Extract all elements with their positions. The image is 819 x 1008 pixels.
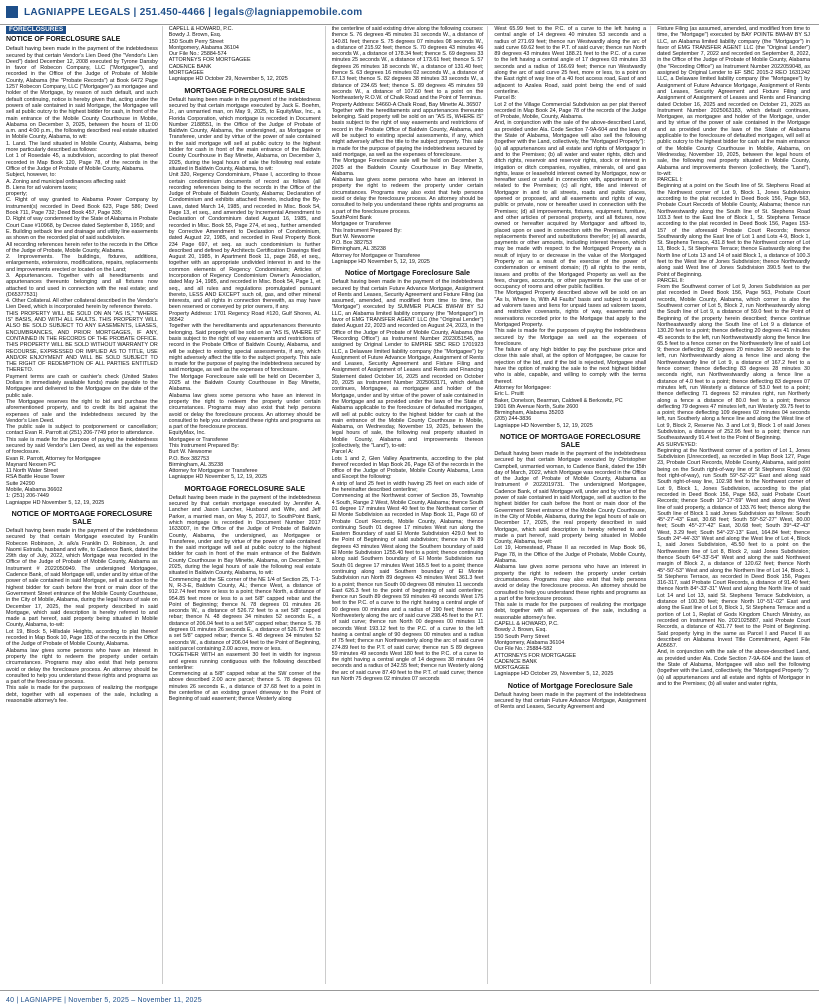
legal-columns [6, 26, 814, 984]
notice-title: Notice of Mortgage Foreclosure Sale [507, 680, 633, 690]
footer-text: 40 | LAGNIAPPE | November 5, 2025 – November 11, 2025 [6, 996, 202, 1004]
notice-title: NOTICE OF MORTGAGE FORECLOSURE SALE [11, 508, 153, 526]
notice-body: CAPELL & HOWARD, P.C. Bowdy J. Brown, Esq. 150 South Perry Street Montgomery, Alabama 36104 Our File No.: 25884-574 ATTORNEYS FOR MORTGAGEE CADENCE BANK MORTGAGEE Lagniappe HD October 29, November 5, 12, 2025 [168, 26, 288, 83]
column-5 [657, 26, 814, 984]
notice-body: West 65.99 feet to the P.C. of a curve to the left having a central angle of 14 degrees 40 minutes 53 seconds and a radius of 271.69 feet; thence run Westwardly along the arc of said curve 69.62 feet to the P.T. of said curve; thence run North 89 degrees 43 minutes West 188.21 feet to the P.C. of a curve to the left having a central angle of 17 degrees 03 minutes 33 seconds and a radius of 166.69 feet; thence run Westwardly along the arc of said curve 25 feet, more or less, to a point on the East right of way line of a 40 foot access road, East of and adjacent to Azalea Road, said point being the end of said centerline. Parcel B: Lot 2 of the Village Commercial Subdivision as per plat thereof recorded in Map Book 24, Page 78 of the records of the Judge of Probate, Mobile, County, Alabama. And, in conjunction with the sale of the above-described Land, as provided under Ala. Code Section 7-9A-604 and the laws of the State of Alabama, Mortgagee will also sell the following (together with the Land, collectively, the "Mortgaged Property"): (a) all appurtenances and all estate and rights of Mortgagor in and to the Premises; (b) all water and water rights, ditch and ditch rights, reservoir and reservoir rights, stock or interest in irrigation or ditch companies, royalties, minerals, oil and gas rights, lease or leasehold interest owned by Mortgagor, now or hereafter used or useful in connection with, appurtenant to or related to the Premises; (c) all right, title and interest of Mortgagor in and to all streets, roads and public places, opened or proposed, and all easements and rights of way, public or private, now or hereafter used in connection with the Premises; (d) all improvements, fixtures, equipment, furniture, and other articles of personal property, and all fixtures, now owned or hereafter acquired by Mortgagor and affixed to, placed upon or used in connection with the Premises, and all replacements thereof and substitutions therefor; (e) all awards, payments or other amounts, including interest thereon, which may be made with respect to the Mortgaged Property as a result of injury to or decrease in the value of the Mortgaged Property or as a result of the exercise of the power of condemnation or eminent domain; (f) all rights to the rents, issues and profits of the Mortgaged Property as well as the fees, charges, accounts, or other payments for the use of or occupancy of rooms and other public facilities. The Mortgaged Property described above will be sold on an "As Is, Where Is, With All Faults" basis and subject to unpaid ad valorem taxes and liens for unpaid taxes ad valorem taxes, and restrictive covenants, rights of way, easements and reservations recorded prior to the Mortgage that apply to the Mortgaged Property. This sale is made for the purposes of paying the indebtedness secured by the Mortgage as well as the expenses of foreclosure. The failure of any high bidder to pay the purchase price and close this sale shall, at the option of Mortgagee, be cause for rejection of the bid, and if the bid is rejected, Mortgagee shall have the option of making the sale to the next highest bidder who is able, capable, and willing to comply with the terms thereof. Attorney for Mortgagee: Eric L. Pruitt Baker, Donelson, Bearman, Caldwell & Berkowitz, PC 1901 6th Avenue North, Suite 2600 Birmingham, Alabama 35203 (205) 244-3836 Lagniappe HD November 5, 12, 19, 2025 [494, 26, 647, 429]
header-title: LAGNIAPPE LEGALS | 251.450-4466 | legals@lagniappemobile.com [24, 6, 363, 18]
notice-body: the centerline of said existing drive along the following courses: thence S. 76 degrees 45 minutes 31 seconds W., a distance of 140.81 feet; thence S. 75 degrees 07 minutes 08 seconds W., a distance of 215.92 feet; thence S. 70 degrees 43 minutes 46 seconds W., a distance of 178.34 feet; thence S. 69 degrees 33 minutes 25 seconds W., a distance of 173.61 feet; thence S. 57 degrees 26 minutes 18 seconds W., a distance of 131.40 feet; thence S. 63 degrees 16 minutes 02 seconds W., a distance of 67.13 feet; thence S. 82 degrees 38 minutes 33 seconds W., a distance of 234.65 feet; thence S. 89 degrees 45 minutes 59 seconds W., a distance of 107.60 feet to a point on the Northeasterly R.O.W. of Chalk Road and the Point of Terminus. Property Address: 54660-A Chalk Road, Bay Minette AL 36507 Together with the hereditaments and appurtenances thereunto belonging. Said property will be sold on an "AS IS, WHERE IS" basis subject to the right of way easements and restrictions of record in the Probate Office of Baldwin County, Alabama, and will be subject to existing special assessments, if any, which might adversely affect the title to the subject property. This sale is made for the purpose of paying the indebtedness secured by said mortgage, as well as the expenses of foreclosure. The Mortgage Foreclosure sale will be held on December 3, 2025 at the Baldwin County Courthouse in Bay Minette, Alabama. Alabama law gives some persons who have an interest in property the right to redeem the property under certain circumstances. Programs may also exist that help persons avoid or delay the foreclosure process. An attorney should be consulted to help you understand these rights and programs as a part of the foreclosure process. SouthPoint Bank Mortgagee or Transferee This Instrument Prepared By: Burt W. Newsome P.O. Box 382753 Birmingham, AL 35238 Attorney for Mortgagee or Transferee Lagniappe HD November 5, 12, 19, 2025 [331, 26, 484, 265]
column-4 [494, 26, 651, 984]
page-header [0, 0, 819, 25]
notice-body: Default having been made in the payment of the indebtedness secured by that certain Future Advance Mortgage, Assignment of Rents and Leases, Security Agreement and [494, 691, 648, 711]
header-square-icon [6, 6, 18, 18]
column-3 [332, 26, 489, 984]
column-2 [169, 26, 326, 984]
notice-body: Fixture Filing (as assumed, amended, and modified from time to time, the "Mortgage") executed by BAY POINTE BWHW BY SJ LLC, an Alabama limited liability company (the "Mortgagor") in favor of EMG TRANSFER AGENT LLC (the "Original Lender") dated September 7, 2022 and recorded on September 8, 2022, in the Office of the Judge of Probate of Mobile County, Alabama (the "Recording Office") as Instrument Number 2022059048, as assigned by Original Lender to EF SBC 2015-2 REO 1631242 LLC, a Delaware limited liability company (the "Mortgagee") by Assignment of Future Advance Mortgage, Assignment of Rents and Leases, Security Agreement and Fixture Filing and Assignment of Assignment of Leases and Rents and Financing dated October 16, 2025 and recorded on October 21, 2025 as Instrument Number 2025063183, which default continues, Mortgagee, as mortgagee and holder of the Mortgage, under and by virtue of the power of sale contained in the Mortgage and as provided under the laws of the State of Alabama applicable to the foreclosure of defaulted mortgages, will sell at public outcry to the highest bidder for cash at the main entrance of the Mobile County Courthouse in Mobile, Alabama, on Wednesday, November 19, 2025, between the legal hours of sale, the following real property situated in Mobile County, Alabama and improvements thereon (collectively, the "Land"), to-wit: PARCEL I: Beginning at a point on the South line of St. Stephens Road at the Northwest corner of Lot 9, Block 1, Jones Subdivision according to the plat recorded in Deed Book 156, Page 563, Probate Court Records of Mobile County, Alabama; thence run Northwestwardly along the South line of St. Stephens Road 103.3 feet to the East line of Block 1, St. Stephens Terrace according to the plat recorded in Deed Book 156, Pages 153-157 of the aforesaid Probate Court Records; thence Southwardly along the East line of Lot 1 and Lots 4-9, Block 1, St. Stephens Terrace, 431.8 feet to the Northwest corner of Lot 13, Block 1, St Stephens Terrace; thence Eastwardly along the North line of Lots 13 and 14 of said Block 1, a distance of 100.3 feet to the West line of Jones Subdivision; thence Northwardly along said West line of Jones Subdivision 390.5 feet to the Point of Beginning. PARCEL II: From the Southwest corner of Lot 9, Jones Subdivision as per plat recorded in Deed Book 156, Page 563, Probate Court records, Mobile County, Alabama, which corner is also the Southwest corner of Lot 5, Block 2, run Northeastwardly along the South line of Lot 9, a distance of 59.0 feet to the Point of Beginning of the property herein described; thence continue Northeastwardly along the South line of Lot 9 a distance of 130.20 feet to a point; thence deflecting 20 degrees 41 minutes 45 seconds to the left, run Northwestwardly along the fence line 65.5 feet to a fence corner on the Northwesterly line of said Lot 9; thence deflecting 82 degrees 20 minutes 30 seconds to the left, run Northwestwardly along a fence line and along the Northwestwardly line of Lot 9, a distance of 167.2 feet to a fence corner; thence deflecting 83 degrees 28 minutes 30 seconds right, run Northwestwardly along a fence line a distance of 4.0 feet to a point; thence deflecting 83 degrees 07 minutes left, run Westerly a distance of 53.0 feet to a point; thence deflecting 71 degrees 52 minutes right, run Northerly along a fence a distance of 80.0 feet to a point; thence deflecting 79 degrees 47 minutes left, run Westerly 39.75 feet to a point; thence deflecting 109 degrees 02 minutes 04 seconds left, run Southerly along a fence line and along the West line of Lot 9, Block 2, Reserve No. 3 and Lot 9, Block 1 of said Jones Subdivision, a distance of 252.95 feet to a point; thence run Southeastwardly 91.4 feet to the Point of Beginning. AS SURVEYED: Beginning at the Northwest corner of a portion of Lot 1, Jones Subdivision (Unrecorded), as recorded in Map Book 127, Page 23, Probate Court Records, Mobile County, Alabama, said point being on the South right-of-way line of St Stephens Road (60 foot right-of-way), run South 59°-52'-22" East and along said South right-of-way line, 102.98 feet to the Northwest corner of Lot 9, Block 1, Jones Subdivision, according to the plat recorded in Deed Book 156, Page 563, said Probate Court Records; thence South 10°-17'-59" West and along the West line of said property, a distance of 133.76 feet; thence along the South line of Block 1 said Jones Subdivision as follows: South 45°-27'-43" East, 30.68 feet; South 59°-52'-27" West, 80.00 feet; South 45°-27'-42" East, 30.68 feet; South 39°-42'-43" West, 3.29 feet; South 54°-23'-13" East, 164.84 feet; thence South 24°-44'-33" West and along the West line of Lot 4, Block 1, said Jones Subdivision, 45.50 feet to a point on the Northwestern line of Lot 8, Block 2, said Jones Subdivision; thence South 64°-33'-54" West and along the said Northwest margin of Block 2, a distance of 120.62 feet; thence North 45°-50'-53" West and along the Northern line of Lot 14, Block 1, St Stephens Terrace, as recorded in Deed Book 156, Pages 316-317, said Probate Court Records, a distance of 91.40 feet; thence North 84°-33'-31" West and along the North line of said Lot 14 and Lot 13, said St. Stephens Terrace Subdivision, a distance of 100.30 feet; thence North 10°-51'-02" East and along the East line of Lot 9, Block 1, St Stephens Terrace and a portion of Lot 1, Replat of Gods Kingdom Church Ministry, as recorded on Instrument No. 2021025887, said Probate Court Records, a distance of 431.77 feet to the Point of Beginning. Said property lying in the same as Parcel I and Parcel II as described on Alabama Invest Title Commitment, Agent File A05657. And, in conjunction with the sale of the above-described Land, as provided under Ala. Code Section 7-9A-604 and the laws of the State of Alabama, Mortgagee will also sell the following (together with the Land, collectively, the "Mortgaged Property "): (a) all appurtenances and all estate and rights of Mortgagor in and to the Premises; (b) all water and water rights, [657, 26, 810, 687]
notice-body: Default having been made in the payment of the indebtedness secured by that certain Mortgage executed by Christopher Campbell, unmarried woman, to Cadence Bank, dated the 15th day of March, 2022, which Mortgage was recorded in the Office of the Judge of Probate of Mobile County, Alabama as Instrument # 2022019731. The undersigned Mortgagee, Cadence Bank, of said Mortgage will, under and by virtue of the power of sale contained in said Mortgage, sell at auction to the highest bidder for cash before the front or main door of the Government Street entrance of the Mobile County Courthouse, in the City of Mobile, Alabama, during the legal hours of sale on December 17, 2025, the real property described in said Mortgage, which said description is hereby referred to and made a part hereof, said property being situated in Mobile County, Alabama, to-wit: Lot 19, Homestead, Phase II as recorded in Map Book 96, Page 78, in the Office of the Judge of Probate, Mobile County, Alabama. Alabama law gives some persons who have an interest in property the right to redeem the property under certain circumstances. Programs may also exist that help persons avoid or delay the foreclosure process. An attorney should be consulted to help you understand these rights and programs as a part of the foreclosure process. This sale is made for the purposes of realizing the mortgage debt, together with all expenses of the sale, including a reasonable attorney's fee. CAPELL & HOWARD, P.C. Bowdy J. Brown, Esq. 150 South Perry Street Montgomery, Alabama 36104 Our File No.: 25884-582 ATTORNEYS FOR MORTGAGEE CADENCE BANK MORTGAGEE Lagniappe HD October 29, November 5, 12, 2025 [494, 451, 647, 678]
notice-title: NOTICE OF FORECLOSURE SALE [6, 36, 121, 44]
notice-body: Default having been made in the payment of the indebtedness secured by that certain Mortgage executed by Franklin Robecon Robinson, Jr. a/k/a Franklin D. Robinson, Jr. and Naomi Estrada, husband and wife, to Cadence Bank, dated the 29th day of July, 2022, which Mortgage was recorded in the Office of the Judge of Probate of Mobile County, Alabama as Instrument # 2022050949. The undersigned Mortgagee, Cadence Bank, of said Mortgage will, under and by virtue of the power of sale contained in said Mortgage, sell at auction to the highest bidder for cash before the front or main door of the Government Street entrance of the Mobile County Courthouse, in the City of Mobile, Alabama, during the legal hours of sale on December 17, 2025, the real property described in said Mortgage, which said description is hereby referred to and made a part hereof, said property being situated in Mobile County, Alabama, to-wit: Lot 19, Block 5, Hillsdale Heights, according to plat thereof recorded in Map Book 10, Page 183 of the records in the Office of the Judge of Probate of Mobile County, Alabama. Alabama law gives some persons who have an interest in property the right to redeem the property under certain circumstances. Programs may also exist that help persons avoid or delay the foreclosure process. An attorney should be consulted to help you understand these rights and programs as a part of the foreclosure process. This sale is made for the purposes of realizing the mortgage debt, together with all expenses of the sale, including a reasonable attorney's fee. [6, 527, 158, 704]
notice-title: MORTGAGE FORECLOSURE SALE [184, 483, 305, 493]
notice-title: NOTICE OF MORTGAGE FORECLOSURE SALE [500, 432, 641, 449]
notice-body: Default having been made in the payment of the indebtedness secured by that certain Future Advance Mortgage, Assignment of Rents and Leases, Security Agreement and Fixture Filing (as assumed, amended, and modified from time to time, the "Mortgage") executed by SUMMER PLACE BWHW BY SJ LLC, an Alabama limited liability company (the "Mortgagor") in favor of EMG TRANSFER AGENT LLC (the "Original Lender") dated August 22, 2023 and recorded on August 24, 2023, in the Office of the Judge of Probate of Mobile County, Alabama (the "Recording Office") as Instrument Number 2023051545, as assigned by Original Lender to EMPIRE SBC REO 1701923 LLC, a Delaware limited liability company (the "Mortgagee") by Assignment of Future Advance Mortgage, Assignment of Rents and Leases, Security Agreement and Fixture Filing and Assignment of Assignment of Leases and Rents and Financing Statement dated October 16, 2025 and recorded on October 20, 2025 as Instrument Number 2025063171, which default continues, Mortgagee, as mortgagee and holder of the Mortgage, under and by virtue of the power of sale contained in the Mortgage and as provided under the laws of the State of Alabama applicable to the foreclosure of defaulted mortgages, will sell at public outcry to the highest bidder for cash at the main entrance of the Mobile County Courthouse in Mobile, Alabama, on Wednesday, November 19, 2025, between the legal hours of sale, the following real property situated in Mobile County, Alabama and improvements thereon (collectively, the "Land"), to-wit: Parcel A: Lots 1 and 2, Glen Valley Apartments, according to the plat thereof recorded in Map Book 26, Page 63 of the records in the office of the Judge of Probate, Mobile County Alabama, Less and Except the following: A strip of land 25 feet in width having 25 feet on each side of the hereinafter described centerline; Commencing at the Northwest corner of Section 35, Township 4 South, Range 2 West, Mobile County, Alabama; thence South 01 degree 17 minutes West 40 feet to the Northeast corner of El Monte Subdivision as recorded in Map Book 11, Page 60 of Probate Court Records, Mobile County, Alabama; thence continuing South 01 degree 17 minutes West run along the Eastern Boundary of said El Monte Subdivision 429.0 feet to the Point of Beginning of said subdivision; thence run N 89 degrees 43 minutes West along the Southern boundary of said El Monte Subdivision 1255.40 feet to a point; thence continuing along said Southern boundary of El Monte Subdivision run South 01 degree 17 minutes West 165.5 feet to a point; thence continuing along said Southern boundary of El Monte Subdivision run North 89 degrees 43 minutes West 361.3 feet to a point; thence run South 00 degrees 08 minutes 11 seconds East 626.3 feet to the point of beginning of said centerline; thence run South 89 degrees 59 minutes 49 seconds West 175 feet to the P.C. of a curve to the right having a central angle of 90 degrees 00 minutes and a radius of 190 feet; thence run Northwesterly along the arc of said curve 298.45 feet to the P.T. of said curve; thence run North 00 degrees 00 minutes 11 seconds West 193.12 feet to the P.C. of a curve to the left having a central angle of 90 degrees 00 minutes and a radius of 75 feet; thence run Northwesterly along the arc of said curve 274.89 feet to the P.T. of said curve; thence run S 89 degrees 59 minutes 49 seconds West 180 feet to the P.C. of a curve to the right having a central angle of 14 degrees 38 minutes 04 seconds and a radius of 342.55 feet; thence run Westerly along the arc of said curve 87.49 feet to the P.T. of said curve; thence run North 75 degrees 02 minutes 07 seconds [331, 279, 484, 682]
notice-body: Default having been made in the payment of the indebtedness secured by that certain mortgage executed by Jennifer A. Lancher and Jason Lancher, Husband and Wife, and Jeff Parker, a married man, on May 5, 2017, to SouthPoint Bank, which mortgage is recorded in Document Number 2017 1633007, in the Office of the Judge of Probate of Baldwin County, Alabama, the undersigned, as Mortgagee or Transferee, under and by virtue of the power of sale contained in the said mortgage will sell at public outcry to the highest bidder for cash in front of the main entrance of the Baldwin County Courthouse in Bay Minette, Alabama, on December 3, 2025, during the legal hours of sale the following real estate situated in Baldwin County, Alabama, to wit: Commencing at the SE corner of the NE 1/4 of Section 25, T-1-N, R-3-E, Baldwin County, AL; thence West, a distance of 912.74 feet more or less to a point; thence North, a distance of 954.85 feet more or less to a set 5/8" capped rebar and the Point of Beginning; thence N. 78 degrees 01 minutes 26 seconds W., a distance of 526.72 feet to a set 5/8" capped rebar; thence N. 48 degrees 34 minutes 52 seconds E., a distance of 206.04 feet to a set 5/8" capped rebar; thence S. 78 degrees 01 minutes 26 seconds E., a distance of 526.72 feet to a set 5/8" capped rebar; thence S. 48 degrees 34 minutes 52 seconds W., a distance of 206.04 feet to the Point of Beginning, said parcel containing 2.00 acres, more or less. TOGETHER WITH an easement 30 feet in width for ingress and egress running contiguous with the following described centerline: Commencing at a 5/8" capped rebar at the SW corner of the above described 2.00 acre parcel; thence S. 78 degrees 01 minutes 26 seconds E., a distance of 37.68 feet to a point in the centerline of an existing gravel driveway to the Point of Beginning of said easement; thence Westerly along [168, 494, 321, 703]
notice-title: MORTGAGE FORECLOSURE SALE [184, 85, 305, 95]
column-1 [6, 26, 163, 984]
notice-title: Notice of Mortgage Foreclosure Sale [344, 268, 470, 278]
category-tag: FORECLOSURES [6, 26, 66, 34]
notice-body: Default having been made in the payment of the indebtedness secured by that certain Vendor's Lien Deed (the "Vendor's Lien Deed") dated December 12, 2008 executed by Tyrone Dansby in favor of Robecon Company, LLC ("Mortgagee"), and recorded in the Office of the Judge of Probate of Mobile County, Alabama (the "Probate Records") at Book 6472 Page 1257 Robecon Company, LLC ("Mortgagee") as mortgagee and holder of the Mortgage, by reason of such default, and such default continuing, notice is hereby given that, acting under the powers of sale contained in said Mortgage, the Mortgagee will sell at public outcry to the highest bidder for cash, in front of the main entrance of the Mobile County Courthouse in Mobile, Alabama on December 3, 2025, between the hours of 11:00 a.m. and 4:00 p.m., the following described real estate situated in Mobile County, Alabama, to wit: 1. Land. The land situated in Mobile County, Alabama, being more particularly described as follows: Lot 1 of Rosedale 45, a subdivision, according to plat thereof recorded in Map Book 120, Page 78, of the records in the Office of the Judge of Probate of Mobile County, Alabama. Subject, however, to: A. Zoning and municipal ordinances affecting said: B. Liens for ad valorem taxes; property; C. Right of way granted to Alabama Power Company by instrument(s) recorded in Deed Book 623, Page 586; Deed Book 711, Page 732; Deed Book 457, Page 335; D. Right of way condemned by the State of Alabama in Probate Court Case #10968, by Decree dated September 8, 1959; and E. Building setback line and drainage and utility line easements as shown on the recorded plat of said subdivision. All recording references herein refer to the records in the Office of the Judge of Probate, Mobile County, Alabama. 2. Improvements. The buildings, fixtures, additions, enlargements, extensions, modifications, repairs, replacements and improvements erected or located on the Land; 3. Appurtenances. Together with all hereditaments and appurtenances thereunto belonging and all fixtures now attached to and used in connection with the real estate; and (D65377531) 4. Other Collateral. All other collateral described in the Vendor's Lien Deed, which is incorporated herein by reference thereto. THIS PROPERTY WILL BE SOLD ON AN "AS IS," "WHERE IS" BASIS, AND WITH ALL FAULTS. THIS PROPERTY WILL ALSO BE SOLD SUBJECT TO ANY EASEMENTS, LEASES, ENCUMBRANCES, AND PRIOR MORTGAGES, IF ANY, CONTAINED IN THE RECORDS OF THE PROBATE OFFICE. THIS PROPERTY WILL BE SOLD WITHOUT WARRANTY OR RECOURSE, EXPRESSED OR IMPLIED AS TO TITLE, USE AND/OR ENJOYMENT AND WILL BE SOLD SUBJECT TO THE RIGHT OF REDEMPTION OF ALL PARTIES ENTITLED THERETO. Payment terms are cash or cashier's check (United States Dollars in immediately available funds) made payable to the Mortgagee and delivered to the Mortgagee on the date of the public sale. The Mortgagee reserves the right to bid and purchase the aforementioned property, and to credit its bid against the expenses of sale and the indebtedness secured by the Vendor's Lien Deed. The public sale is subject to postponement or cancellation; contact Evan R. Parrott at (251) 206-7749 prior to attendance. This sale is made for the purpose of paying the indebtedness secured by said Vendor's Lien Deed, as well as the expenses of foreclosure. Evan R. Parrott, Attorney for Mortgagee Maynard Nexsen PC 11 North Water Street RSA Battle House Tower Suite 24290 Mobile, Alabama 36602 1: (251) 206-7449 Lagniappe HD November 5, 12, 19, 2025 [6, 46, 158, 506]
page-footer [0, 990, 819, 1008]
notice-body: Default having been made in the payment of the indebtedness secured by that certain mortgage executed by Jack E. Boehm, Jr., an unmarried man, on May 9, 2025, to EquityMax, Inc., a Florida Corporation, which mortgage is recorded in Document Number 2188551, in the Office of the Judge of Probate of Baldwin County, Alabama, the undersigned, as Mortgagee or Transferee, under and by virtue of the power of sale contained in the said mortgage will sell at public outcry to the highest bidder for cash in front of the main entrance of the Baldwin County Courthouse in Bay Minette, Alabama, on December 3, 2025, during the legal hours of sale the following real estate situated in Baldwin County, Alabama, to wit: Unit 320, Regency Condominium, Phase I, according to those certain condominium documents of record as follows (all recording references being to the records in the Office of the Judge of Probate of Baldwin County, Alabama; Declaration of Condominium and exhibits attached thereto, including the By-Laws, dated March 14, 1985, and recorded in Misc. Book 54, Page 13, et seq., and amended by Incremental Amendment to Declaration of Condominium dated August 16, 1985, and recorded in Misc. Book 55, Page 274, et seq., further amended by Corrective Amendment to Declaration of Condominium, dated August 22, 1985, and recorded in Real Property Book 234 Page 697, et seq. as such condominium is further described and defined by Architects Certification Drawings filed August 20, 1985, in Apartment Book 11, page 268, et seq., together with an appropriate undivided interest in and to the common elements of Regency Condominium; Articles of Incorporation of Regency Condominium Owner's Association, dated May 14, 1985, and recorded in Misc. Book 54, Page 1, et seq., and all rules and regulations promulgated pursuant thereto, LESS AND EXCEPT such oil, gas, and other mineral interests, and all rights in connection therewith, as may have been reserved or conveyed by prior owners, if any. Property Address: 1701 Regency Road #120, Gulf Shores, AL 36542 Together with the hereditaments and appurtenances thereunto belonging. Said property will be sold on an "AS IS, WHERE IS" basis subject to the right of way easements and restrictions of record in the Probate Office of Baldwin County, Alabama, and will be subject to existing special assessments, if any, which might adversely affect the title to the subject property. This sale is made for the purpose of paying the indebtedness secured by said mortgage, as well as the expenses of foreclosure. The Mortgage Foreclosure sale will be held on December 3, 2025 at the Baldwin County Courthouse in Bay Minette, Alabama. Alabama law gives some persons who have an interest in property the right to redeem the property under certain circumstances. Programs may also exist that help persons avoid or delay the foreclosure process. An attorney should be consulted to help you understand these rights and programs as a part of the foreclosure process. EquityMax, Inc. Mortgagee or Transferee This Instrument Prepared By: Burt W. Newsome P.O. Box 382753 Birmingham, AL 35238 Attorney for Mortgagee or Transferee Lagniappe HD November 5, 12, 19, 2025 [168, 96, 321, 481]
